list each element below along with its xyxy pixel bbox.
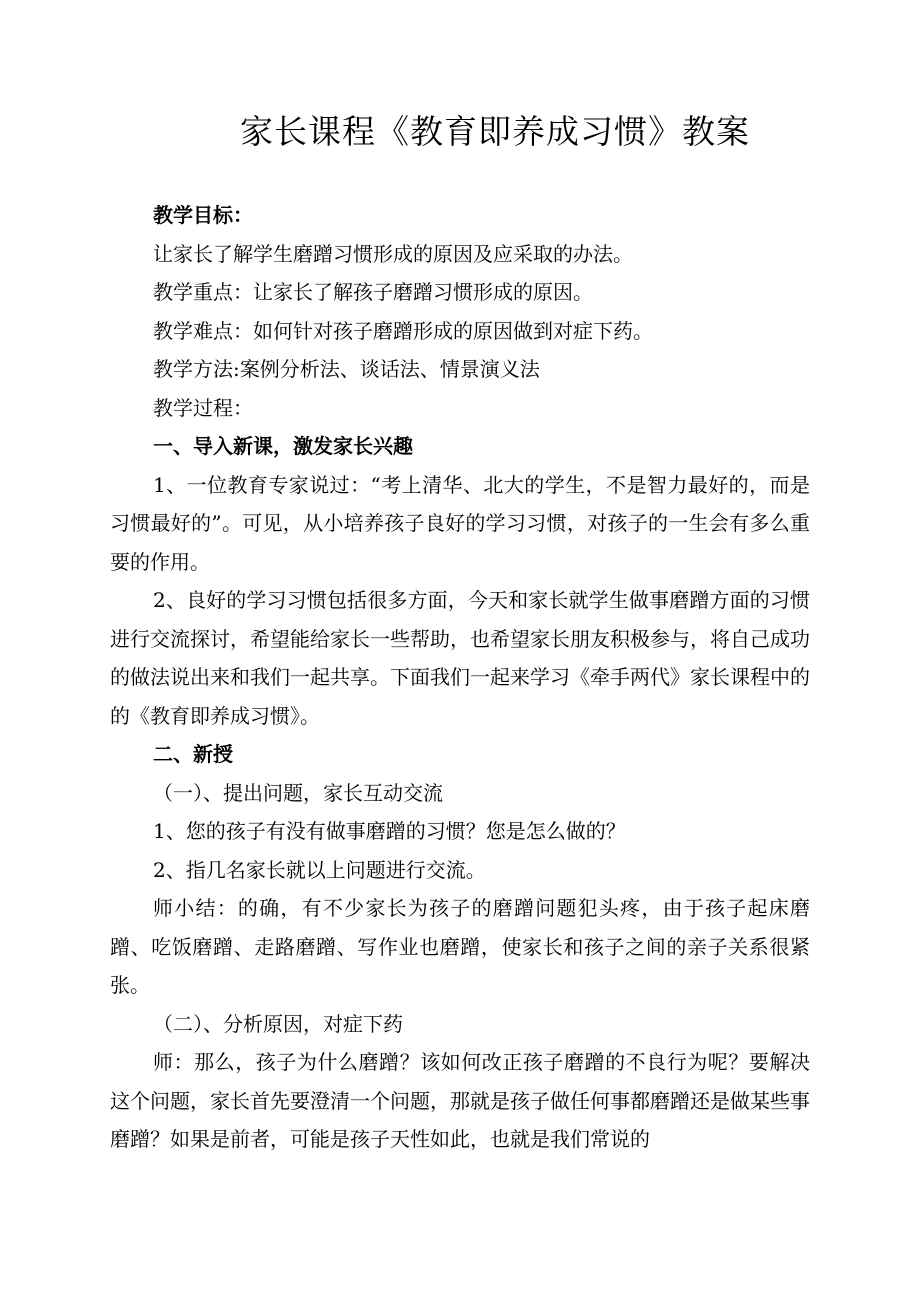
section-heading-new: 二、新授	[153, 742, 233, 766]
paragraph-teacher-summary: 师小结：的确，有不少家长为孩子的磨蹭问题犯头疼，由于孩子起床磨蹭、吃饭磨蹭、走路磨蹭、写作业也磨蹭，使家长和孩子之间的亲子关系很紧张。	[110, 896, 810, 997]
paragraph-key-point: 教学重点：让家长了解孩子磨蹭习惯形成的原因。	[153, 280, 593, 304]
document-title: 家长课程《教育即养成习惯》教案	[240, 112, 750, 151]
subsection-heading-analysis: （二）、分析原因，对症下药	[153, 1011, 403, 1036]
paragraph-question-2: 2、指几名家长就以上问题进行交流。	[153, 857, 486, 882]
paragraph-process-heading: 教学过程：	[153, 395, 253, 420]
paragraph-objectives: 让家长了解学生磨蹭习惯形成的原因及应采取的办法。	[153, 241, 633, 266]
paragraph-teacher-analysis: 师：那么，孩子为什么磨蹭？该如何改正孩子磨蹭的不良行为呢？要解决这个问题，家长首先要澄清一个问题，那就是孩子做任何事都磨蹭还是做某些事磨蹭？如果是前者，可能是孩子天性如此，也就是我们常说的	[110, 1050, 810, 1151]
subsection-heading-questions: （一）、提出问题，家长互动交流	[153, 780, 443, 805]
document-body	[110, 196, 810, 1159]
paragraph-objectives-heading: 教学目标：	[153, 203, 253, 227]
paragraph-question-1: 1、您的孩子有没有做事磨蹭的习惯？您是怎么做的？	[153, 819, 626, 843]
paragraph-intro-1: 1、一位教育专家说过：“考上清华、北大的学生，不是智力最好的，而是习惯最好的”。可见，从小培养孩子良好的学习习惯，对孩子的一生会有多么重要的作用。	[110, 472, 810, 574]
paragraph-intro-2: 2、良好的学习习惯包括很多方面，今天和家长就学生做事磨蹭方面的习惯进行交流探讨，希望能给家长一些帮助，也希望家长朋友积极参与，将自己成功的做法说出来和我们一起共享。下面我们一起来学习《牵手两代》家长课程中的的《教育即养成习惯》。	[110, 588, 810, 728]
paragraph-methods: 教学方法:案例分析法、谈话法、情景演义法	[153, 357, 540, 381]
section-heading-intro: 一、导入新课，激发家长兴趣	[153, 434, 413, 458]
paragraph-difficulty: 教学难点：如何针对孩子磨蹭形成的原因做到对症下药。	[153, 318, 653, 343]
